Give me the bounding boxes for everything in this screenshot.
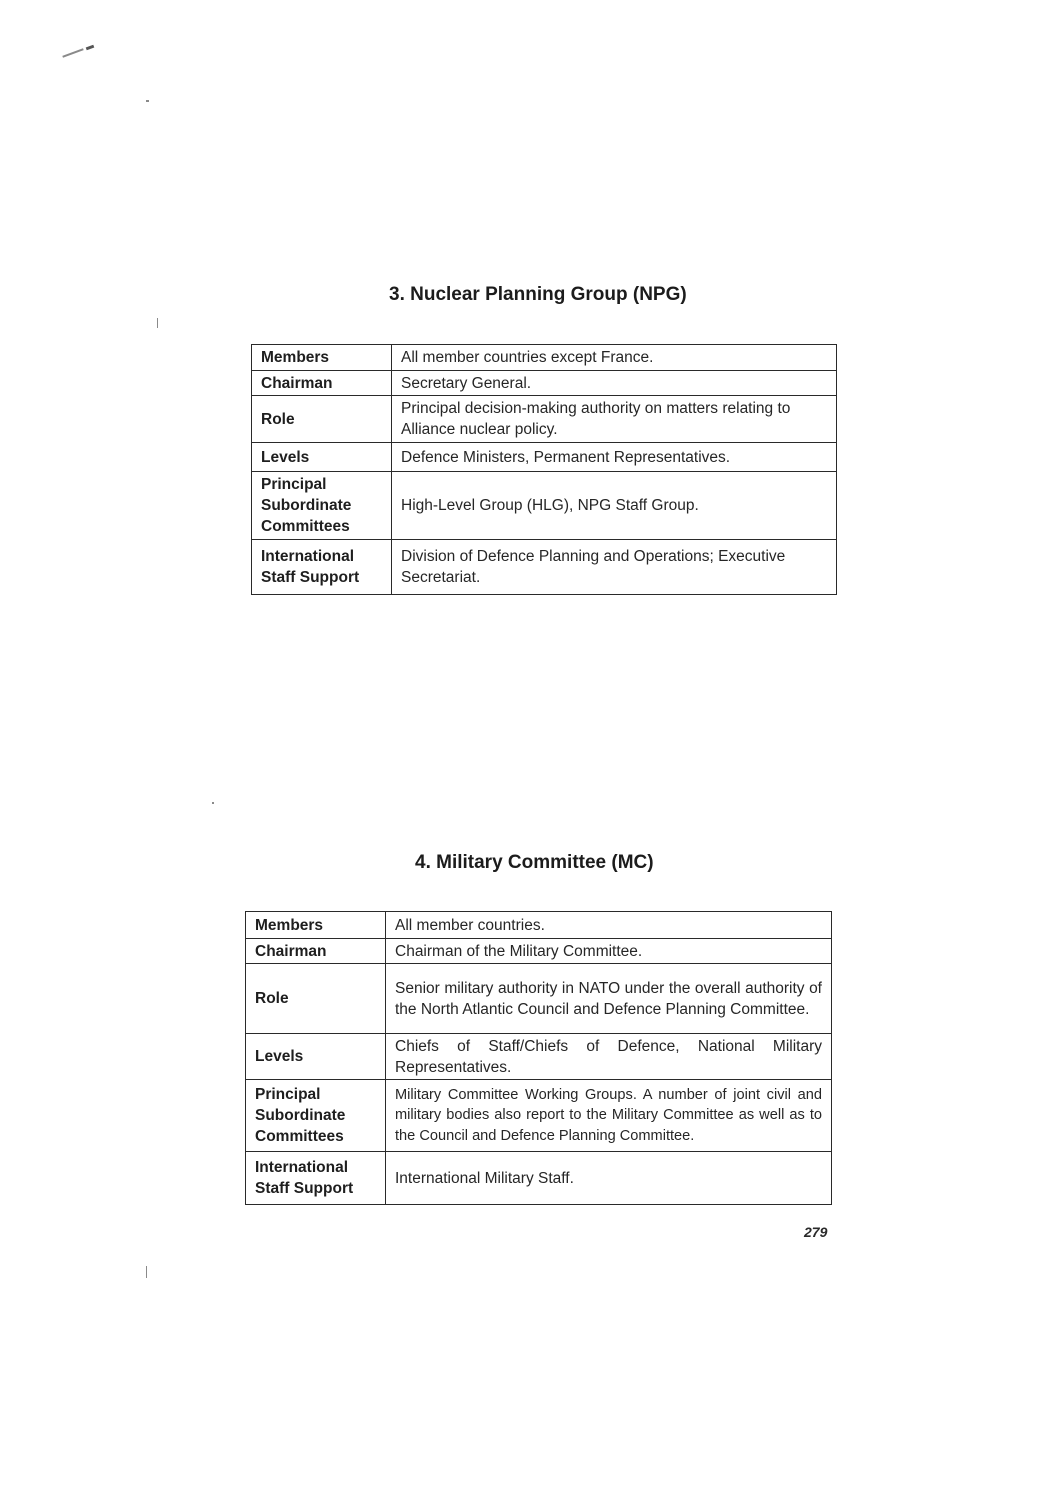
row-value-chairman: Secretary General. (392, 371, 837, 396)
table-row (246, 1080, 832, 1152)
scan-mark (157, 318, 158, 328)
row-label-staff-support: International Staff Support (252, 540, 392, 595)
table-row (252, 371, 837, 396)
row-label-levels: Levels (252, 443, 392, 472)
scan-mark (146, 1266, 147, 1278)
section-title-npg: 3. Nuclear Planning Group (NPG) (389, 284, 687, 305)
mc-table (245, 911, 832, 1205)
row-label-levels: Levels (246, 1034, 386, 1080)
table-row (252, 345, 837, 371)
scan-mark (146, 100, 149, 102)
scan-mark (62, 48, 83, 57)
row-label-members: Members (246, 912, 386, 939)
npg-table (251, 344, 837, 595)
row-label-subordinate-committees: Principal Subordinate Committees (246, 1080, 386, 1152)
section-title-mc: 4. Military Committee (MC) (415, 852, 654, 873)
page-number: 279 (804, 1224, 828, 1240)
table-row (246, 912, 832, 939)
row-label-chairman: Chairman (246, 939, 386, 964)
row-value-subordinate-committees: High-Level Group (HLG), NPG Staff Group. (392, 472, 837, 540)
table-row (246, 1034, 832, 1080)
row-value-staff-support: Division of Defence Planning and Operations; Executive Secretariat. (392, 540, 837, 595)
row-value-members: All member countries except France. (392, 345, 837, 371)
row-label-staff-support: International Staff Support (246, 1152, 386, 1205)
row-value-role: Principal decision-making authority on matters relating to Alliance nuclear policy. (392, 396, 837, 443)
table-row (246, 939, 832, 964)
table-row (252, 472, 837, 540)
row-value-staff-support: International Military Staff. (386, 1152, 832, 1205)
table-row (252, 540, 837, 595)
row-value-chairman: Chairman of the Military Committee. (386, 939, 832, 964)
row-value-members: All member countries. (386, 912, 832, 939)
row-label-role: Role (246, 964, 386, 1034)
row-label-chairman: Chairman (252, 371, 392, 396)
table-row (252, 396, 837, 443)
table-row (246, 964, 832, 1034)
row-value-levels: Defence Ministers, Permanent Representatives. (392, 443, 837, 472)
row-value-levels: Chiefs of Staff/Chiefs of Defence, National Military Representatives. (386, 1034, 832, 1080)
row-label-subordinate-committees: Principal Subordinate Committees (252, 472, 392, 540)
scan-mark (212, 802, 214, 804)
row-value-role: Senior military authority in NATO under the overall authority of the North Atlantic Council and Defence Planning Committee. (386, 964, 832, 1034)
table-row (252, 443, 837, 472)
scan-mark (86, 45, 95, 51)
row-value-subordinate-committees: Military Committee Working Groups. A number of joint civil and military bodies also report to the Military Committee as well as to the Council and Defence Planning Committee. (386, 1080, 832, 1152)
row-label-role: Role (252, 396, 392, 443)
row-label-members: Members (252, 345, 392, 371)
table-row (246, 1152, 832, 1205)
